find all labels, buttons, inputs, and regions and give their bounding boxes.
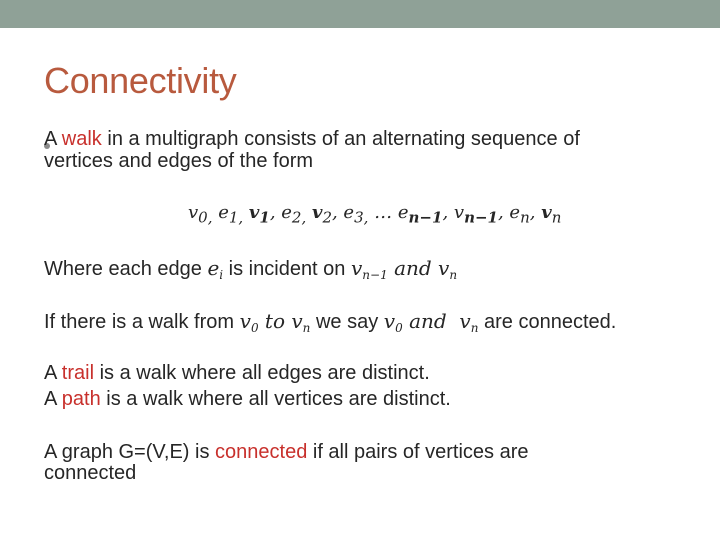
connected-term: connected <box>215 441 308 463</box>
walk-definition-line2: vertices and edges of the form <box>44 150 314 172</box>
path-term: path <box>61 388 101 410</box>
path-definition: A path is a walk where all vertices are distinct. <box>44 388 451 410</box>
walk-endpoints-math: $v_0$ to $v_n$ <box>239 309 311 335</box>
walk-formula: $v_{0,}$ $e_{1,}$ $v_1$, $e_{2,}$ $v_2$, $e_{3,}$ … $e_{n-1}$, $v_{n-1}$, $e_n$, $v_n$ <box>188 202 562 227</box>
connected-vertices-math: $v_0$ and $v_n$ <box>383 309 479 335</box>
incident-line: Where each edge $e_i$ is incident on $v_{n-1}$ and $v_n$ <box>44 256 458 282</box>
edge-symbol: $e_i$ <box>207 256 224 282</box>
incident-math: $v_{n-1}$ and $v_n$ <box>350 256 458 282</box>
trail-definition: A trail is a walk where all edges are distinct. <box>44 362 430 384</box>
top-banner <box>0 0 720 28</box>
connected-definition-line1: A graph G=(V,E) is connected if all pairs of vertices are <box>44 441 529 463</box>
walk-definition-line1: A walk in a multigraph consists of an alternating sequence of <box>44 128 580 150</box>
walk-term: walk <box>61 128 102 150</box>
slide-title: Connectivity <box>44 60 237 101</box>
trail-term: trail <box>61 362 95 384</box>
connected-definition-line2: connected <box>44 462 137 484</box>
connected-walk-line: If there is a walk from $v_0$ to $v_n$ we say $v_0$ and $v_n$ are connected. <box>44 309 617 335</box>
